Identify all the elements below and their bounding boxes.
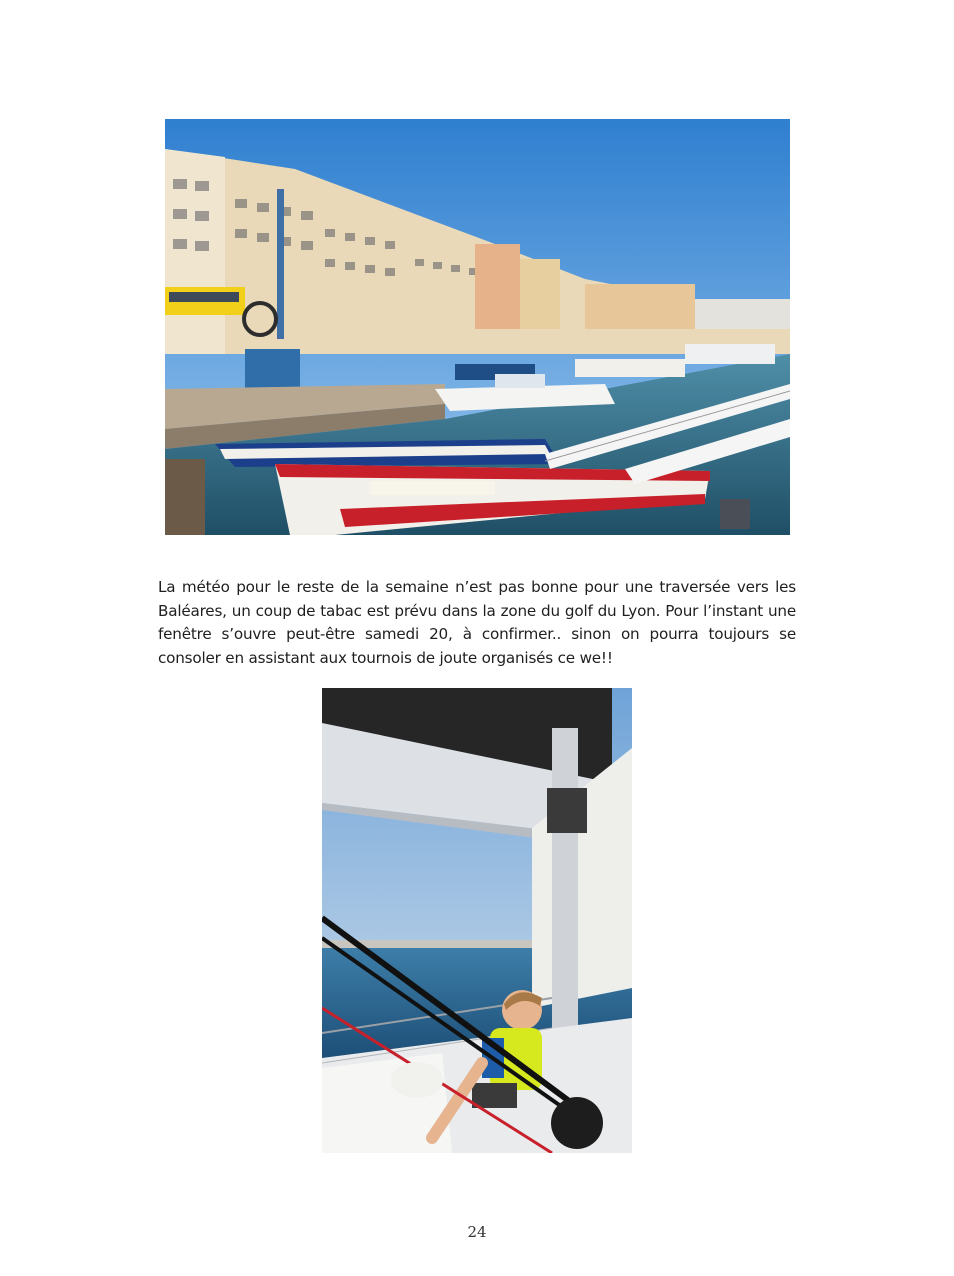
sailboat-illustration (322, 688, 632, 1153)
page-number: 24 (467, 1223, 487, 1241)
sailboat-photo (322, 688, 632, 1153)
body-paragraph: La météo pour le reste de la semaine n’est pas bonne pour une traversée vers les Baléares, un coup de tabac est prévu dans la zone du golf du Lyon. Pour l’instant une fenêtre s’ouvre peut-être samedi 20, à confirmer.. sinon on pourra toujours se consoler en assistant aux tournois de joute organisés ce we!! (158, 578, 796, 667)
harbor-illustration (165, 119, 790, 535)
harbor-photo (165, 119, 790, 535)
